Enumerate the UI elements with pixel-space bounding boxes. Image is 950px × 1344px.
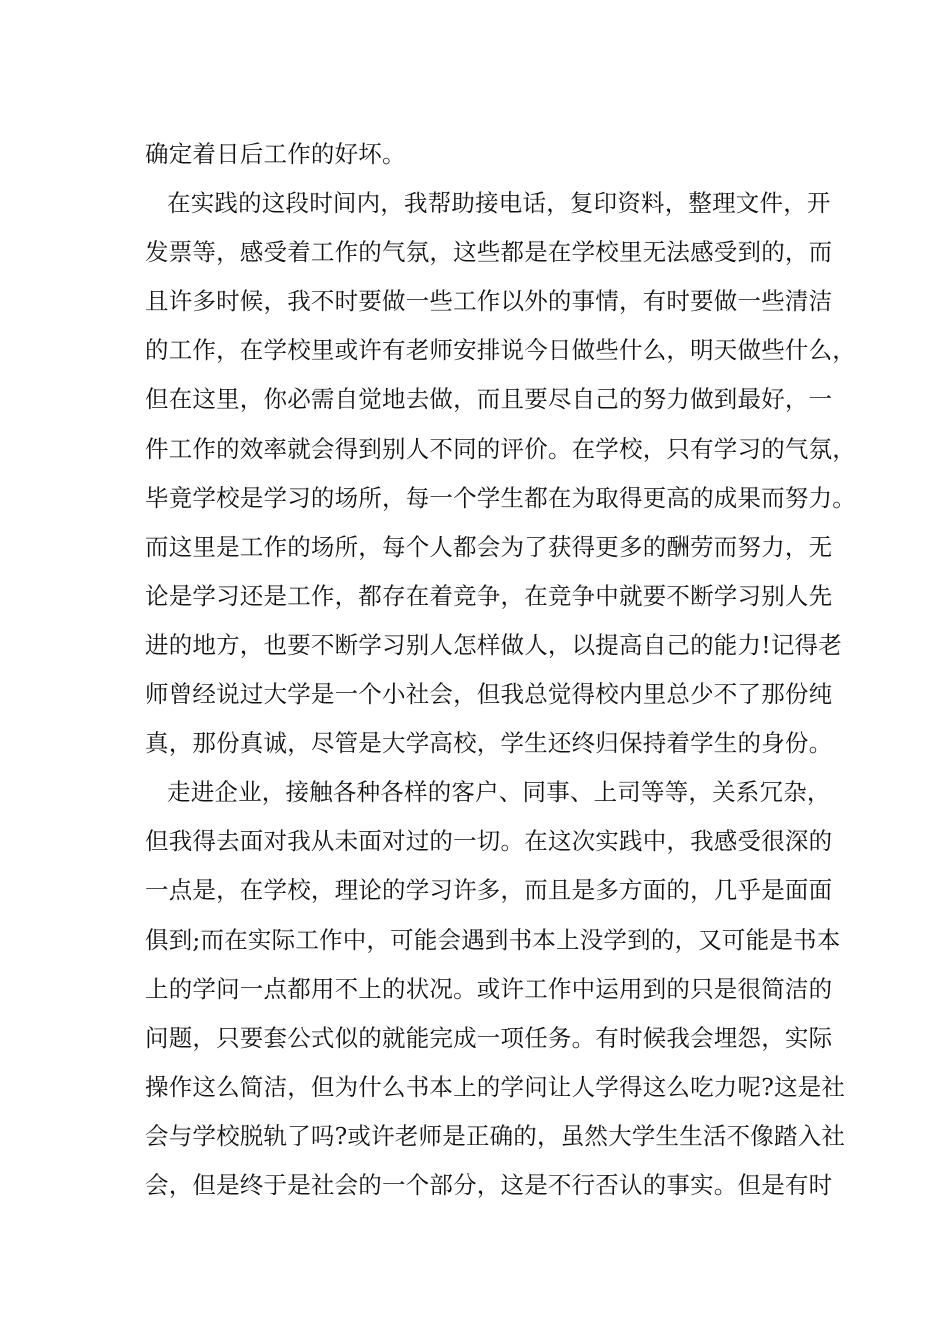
- text-line: 件工作的效率就会得到别人不同的评价。在学校，只有学习的气氛，: [145, 434, 856, 463]
- paragraph-first-line: 在实践的这段时间内，我帮助接电话，复印资料，整理文件，开: [167, 189, 831, 218]
- text-line: 而这里是工作的场所，每个人都会为了获得更多的酬劳而努力，无: [145, 532, 833, 561]
- text-line: 但我得去面对我从未面对过的一切。在这次实践中，我感受很深的: [145, 827, 833, 856]
- text-line: 进的地方，也要不断学习别人怎样做人，以提高自己的能力!记得老: [145, 630, 842, 659]
- text-line: 确定着日后工作的好坏。: [145, 140, 406, 168]
- text-line: 发票等，感受着工作的气氛，这些都是在学校里无法感受到的，而: [145, 238, 833, 267]
- text-line: 问题，只要套公式似的就能完成一项任务。有时候我会埋怨，实际: [145, 1023, 833, 1052]
- text-line: 的工作，在学校里或许有老师安排说今日做些什么，明天做些什么，: [145, 336, 856, 365]
- document-body: [145, 130, 856, 1210]
- text-line: 操作这么简洁，但为什么书本上的学问让人学得这么吃力呢?这是社: [145, 1072, 846, 1101]
- text-line: 毕竟学校是学习的场所，每一个学生都在为取得更高的成果而努力。: [145, 483, 856, 512]
- text-line: 会，但是终于是社会的一个部分，这是不行否认的事实。但是有时: [145, 1170, 833, 1199]
- text-line: 真，那份真诚，尽管是大学高校，学生还终归保持着学生的身份。: [145, 729, 833, 758]
- text-line: 论是学习还是工作，都存在着竞争，在竞争中就要不断学习别人先: [145, 581, 833, 610]
- text-line: 俱到;而在实际工作中，可能会遇到书本上没学到的，又可能是书本: [145, 925, 841, 954]
- paragraph-first-line: 走进企业，接触各种各样的客户、同事、上司等等，关系冗杂，: [167, 778, 831, 807]
- text-line: 师曾经说过大学是一个小社会，但我总觉得校内里总少不了那份纯: [145, 680, 833, 709]
- text-line: 但在这里，你必需自觉地去做，而且要尽自己的努力做到最好，一: [145, 385, 833, 414]
- text-line: 上的学问一点都用不上的状况。或许工作中运用到的只是很简洁的: [145, 974, 833, 1003]
- text-line: 且许多时候，我不时要做一些工作以外的事情，有时要做一些清洁: [145, 287, 833, 316]
- text-line: 一点是，在学校，理论的学习许多，而且是多方面的，几乎是面面: [145, 876, 833, 905]
- text-line: 会与学校脱轨了吗?或许老师是正确的，虽然大学生生活不像踏入社: [145, 1121, 846, 1150]
